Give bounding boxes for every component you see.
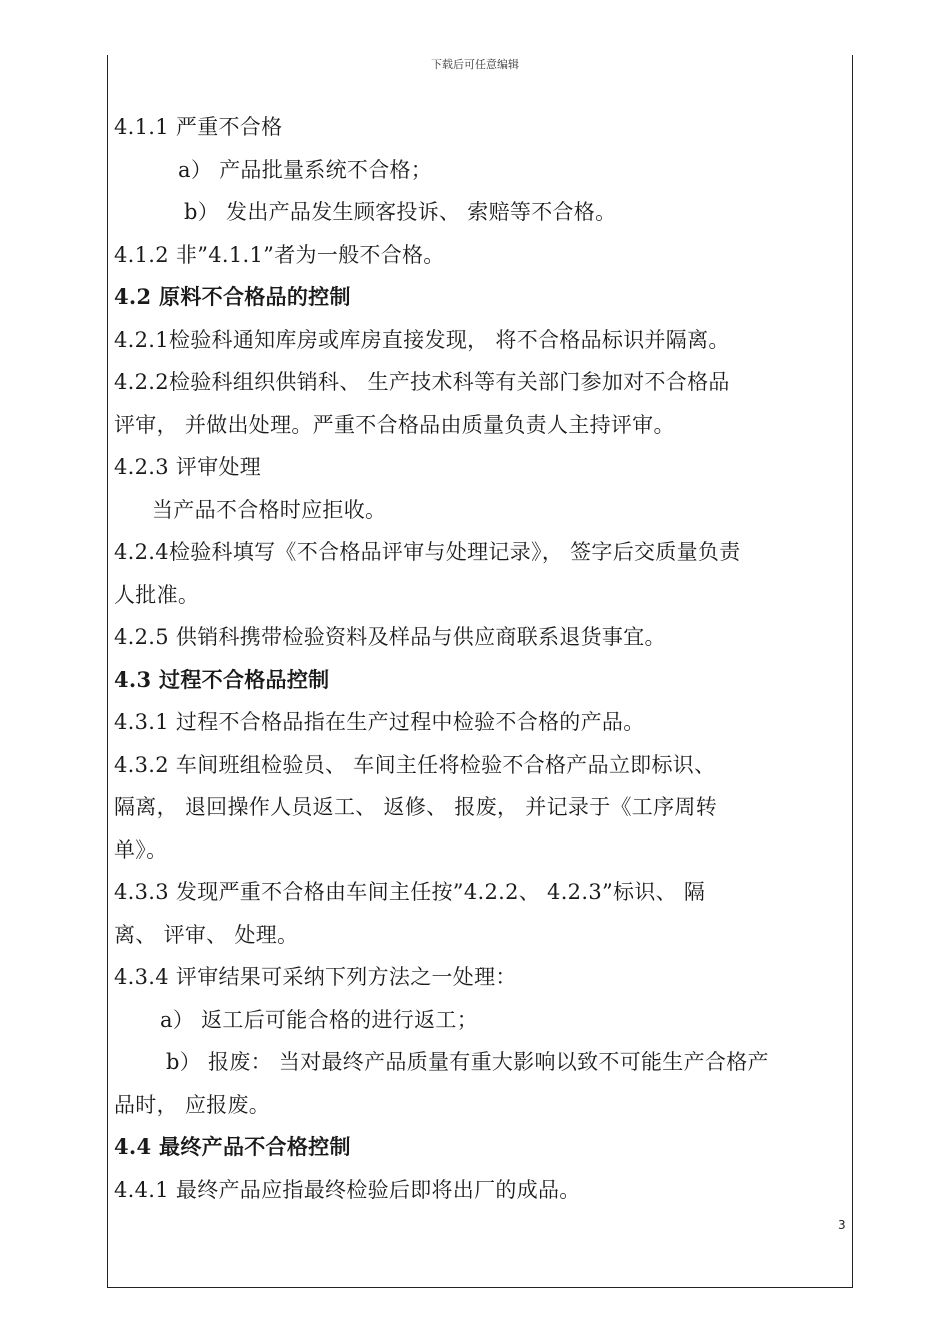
clause-4-1-1: 4.1.1 严重不合格 xyxy=(114,115,283,139)
clause-4-2-3-text: 当产品不合格时应拒收。 xyxy=(152,497,387,522)
clause-4-2-3: 4.2.3 评审处理 xyxy=(114,455,262,479)
page-number: 3 xyxy=(838,1218,846,1232)
list-item-a: a） 产品批量系统不合格； xyxy=(178,157,433,182)
list-item-b: b） 发出产品发生顾客投诉、 索赔等不合格。 xyxy=(184,200,617,224)
list-item-b-scrap-cont: 品时， 应报废。 xyxy=(114,1092,271,1117)
clause-4-2-4-cont: 人批准。 xyxy=(114,582,200,607)
clause-4-3-2: 4.3.2 车间班组检验员、 车间主任将检验不合格产品立即标识、 xyxy=(114,752,716,777)
section-heading-4-2: 4.2 原料不合格品的控制 xyxy=(114,284,351,309)
clause-4-2-5: 4.2.5 供销科携带检验资料及样品与供应商联系退货事宜。 xyxy=(114,625,666,649)
clause-4-2-4: 4.2.4检验科填写《不合格品评审与处理记录》， 签字后交质量负责 xyxy=(114,540,741,564)
document-body xyxy=(114,106,839,1211)
list-item-a-rework: a） 返工后可能合格的进行返工； xyxy=(160,1007,478,1032)
clause-4-3-3-cont: 离、 评审、 处理。 xyxy=(114,922,299,947)
clause-4-2-2: 4.2.2检验科组织供销科、 生产技术科等有关部门参加对不合格品 xyxy=(114,370,730,394)
list-item-b-scrap: b） 报废： 当对最终产品质量有重大影响以致不可能生产合格产 xyxy=(166,1050,769,1074)
section-heading-4-4: 4.4 最终产品不合格控制 xyxy=(114,1134,351,1159)
clause-4-1-2: 4.1.2 非”4.1.1”者为一般不合格。 xyxy=(114,242,445,267)
clause-4-3-2-cont: 隔离， 退回操作人员返工、 返修、 报废， 并记录于《工序周转 xyxy=(114,795,717,819)
clause-4-2-2-cont: 评审， 并做出处理。严重不合格品由质量负责人主持评审。 xyxy=(114,412,675,437)
clause-4-3-3: 4.3.3 发现严重不合格由车间主任按”4.2.2、 4.2.3”标识、 隔 xyxy=(114,880,706,904)
clause-4-2-1: 4.2.1检验科通知库房或库房直接发现， 将不合格品标识并隔离。 xyxy=(114,327,730,352)
section-heading-4-3: 4.3 过程不合格品控制 xyxy=(114,666,330,692)
clause-4-3-2-end: 单》。 xyxy=(114,837,168,862)
clause-4-3-1: 4.3.1 过程不合格品指在生产过程中检验不合格的产品。 xyxy=(114,710,645,734)
clause-4-4-1: 4.4.1 最终产品应指最终检验后即将出厂的成品。 xyxy=(114,1177,581,1202)
clause-4-3-4: 4.3.4 评审结果可采纳下列方法之一处理： xyxy=(114,965,517,989)
page-header: 下载后可任意编辑 xyxy=(431,58,519,71)
